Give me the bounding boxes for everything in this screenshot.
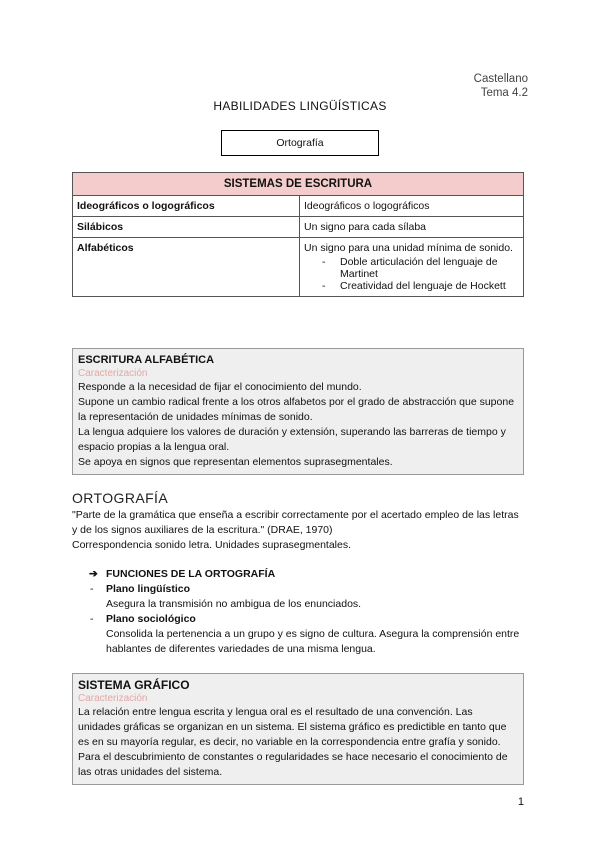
page-number: 1 xyxy=(517,796,524,808)
table-cell-desc-list xyxy=(300,238,524,297)
box-line: Responde a la necesidad de fijar el conocimiento del mundo. xyxy=(78,381,362,393)
arrow-icon: ➔ xyxy=(89,568,98,580)
box-title: ESCRITURA ALFABÉTICA xyxy=(78,354,215,366)
topic-number: Tema 4.2 xyxy=(480,87,528,99)
writing-systems-table xyxy=(72,172,524,297)
box-text: La relación entre lengua escrita y lengua oral es el resultado de una convención. Las unidades gráficas se organizan en un sistema. El sistema gráfico es predictible en tanto que es en su mayoría regular, es decir, no variable en la correspondencia entre grafía y sonido. Para el descubrimiento de constantes o regularidades se hace necesario el conocimiento de las otras unidades del sistema. xyxy=(78,706,508,778)
table-cell-label: Silábicos xyxy=(73,217,300,238)
topic-box: Ortografía xyxy=(221,130,379,156)
subject-name: Castellano xyxy=(473,73,528,85)
table-row xyxy=(73,217,524,238)
table-cell-label: Ideográficos o logográficos xyxy=(73,196,300,217)
bullet-list xyxy=(304,256,519,292)
plane-label: - Plano lingüístico xyxy=(106,582,526,597)
plane-label: - Plano sociológico xyxy=(106,612,526,627)
table-cell-desc: Un signo para una unidad mínima de sonido. xyxy=(304,242,513,254)
functions-heading xyxy=(89,567,526,582)
table-cell-desc: Ideográficos o logográficos xyxy=(300,196,524,217)
definition-quote: "Parte de la gramática que enseña a escribir correctamente por el acertado empleo de las letras y de los signos auxiliares de la escritura." (DRAE, 1970) xyxy=(72,509,519,536)
box-subtitle: Caracterización xyxy=(78,693,148,704)
plane-text: Consolida la pertenencia a un grupo y es signo de cultura. Asegura la comprensión entre hablantes de diferentes variedades de una misma lengua. xyxy=(106,628,520,655)
table-cell-label: Alfabéticos xyxy=(73,238,300,297)
box-line: La lengua adquiere los valores de duración y extensión, superando las barreras de tiempo y espacio propias a la lengua oral. xyxy=(78,426,506,453)
table-row xyxy=(73,196,524,217)
definition-block xyxy=(72,508,524,553)
definition-note: Correspondencia sonido letra. Unidades suprasegmentales. xyxy=(72,539,351,551)
functions-title: FUNCIONES DE LA ORTOGRAFÍA xyxy=(106,568,276,580)
graphic-system-box xyxy=(72,673,524,785)
document-title: HABILIDADES LINGÜÍSTICAS xyxy=(213,99,387,113)
functions-list xyxy=(89,567,526,657)
section-heading: ORTOGRAFÍA xyxy=(72,490,169,506)
table-cell-desc: Un signo para cada sílaba xyxy=(300,217,524,238)
table-title: SISTEMAS DE ESCRITURA xyxy=(73,173,524,196)
plane-text: Asegura la transmisión no ambigua de los enunciados. xyxy=(106,598,362,610)
alphabetic-writing-box xyxy=(72,348,524,475)
table-row xyxy=(73,238,524,297)
list-item: - Doble articulación del lenguaje de Martinet xyxy=(340,256,519,280)
box-line: Supone un cambio radical frente a los otros alfabetos por el grado de abstracción que supone la representación de unidades mínimas de sonido. xyxy=(78,396,515,423)
box-title: SISTEMA GRÁFICO xyxy=(78,678,190,692)
box-line: Se apoya en signos que representan elementos suprasegmentales. xyxy=(78,456,393,468)
subject-header xyxy=(474,72,528,100)
list-item: - Creatividad del lenguaje de Hockett xyxy=(340,280,519,292)
box-subtitle: Caracterización xyxy=(78,368,148,379)
